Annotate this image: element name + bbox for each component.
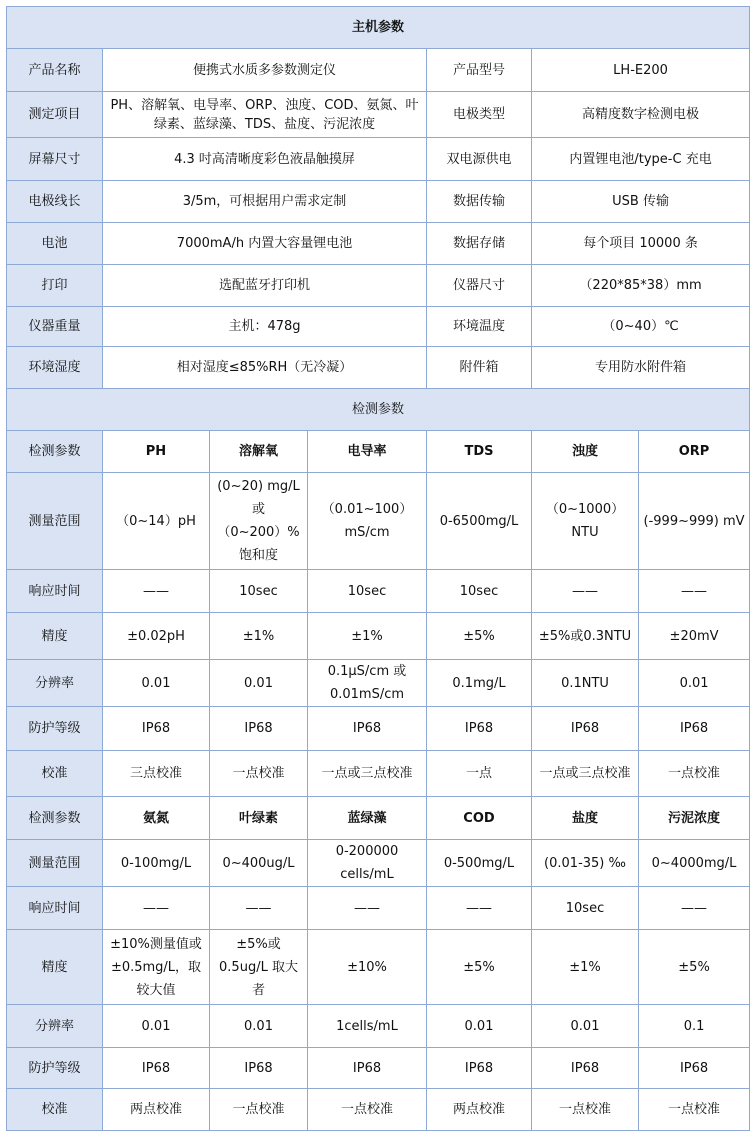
- param-value: 一点校准: [308, 1089, 427, 1131]
- param-value: 两点校准: [427, 1089, 532, 1131]
- param-value: ——: [308, 887, 427, 930]
- host-value: 每个项目 10000 条: [532, 223, 750, 265]
- param-value: 0~400ug/L: [210, 840, 308, 887]
- calibration-row: [7, 751, 750, 797]
- param-value: IP68: [532, 707, 639, 751]
- detect-block: [7, 431, 750, 797]
- param-value: ±1%: [308, 613, 427, 660]
- param-value: ——: [210, 887, 308, 930]
- protection-row: [7, 1048, 750, 1089]
- param-value: 一点校准: [639, 751, 750, 797]
- param-value: ——: [639, 887, 750, 930]
- host-value: 高精度数字检测电极: [532, 92, 750, 138]
- param-value: 0-100mg/L: [103, 840, 210, 887]
- host-row: [7, 307, 750, 347]
- host-label: 附件箱: [427, 347, 532, 389]
- param-value: IP68: [210, 1048, 308, 1089]
- param-value: ±1%: [210, 613, 308, 660]
- param-value: IP68: [308, 707, 427, 751]
- host-label: 仪器重量: [7, 307, 103, 347]
- param-value: ±0.02pH: [103, 613, 210, 660]
- response-time-row: [7, 570, 750, 613]
- row-label: 测量范围: [7, 473, 103, 570]
- host-row: [7, 223, 750, 265]
- row-label: 检测参数: [7, 431, 103, 473]
- param-value: 10sec: [427, 570, 532, 613]
- param-value: 0.01: [532, 1005, 639, 1048]
- param-value: 1cells/mL: [308, 1005, 427, 1048]
- host-label: 屏幕尺寸: [7, 138, 103, 181]
- param-value: IP68: [103, 707, 210, 751]
- param-value: ±20mV: [639, 613, 750, 660]
- row-label: 校准: [7, 1089, 103, 1131]
- row-label: 测量范围: [7, 840, 103, 887]
- host-label: 电极类型: [427, 92, 532, 138]
- param-value: 0-500mg/L: [427, 840, 532, 887]
- param-name-row: [7, 797, 750, 840]
- param-value: (-999~999) mV: [639, 473, 750, 570]
- param-value: 0.01: [210, 1005, 308, 1048]
- spec-table: [6, 6, 750, 1131]
- host-label: 环境湿度: [7, 347, 103, 389]
- host-value: 4.3 吋高清晰度彩色液晶触摸屏: [103, 138, 427, 181]
- host-value: 主机：478g: [103, 307, 427, 347]
- row-label: 响应时间: [7, 887, 103, 930]
- param-value: IP68: [308, 1048, 427, 1089]
- param-value: 0.1NTU: [532, 660, 639, 707]
- host-label: 打印: [7, 265, 103, 307]
- host-value: （220*85*38）mm: [532, 265, 750, 307]
- host-value: LH-E200: [532, 49, 750, 92]
- param-value: （0.01~100）mS/cm: [308, 473, 427, 570]
- host-label: 产品名称: [7, 49, 103, 92]
- host-row: [7, 347, 750, 389]
- param-value: (0~20) mg/L 或（0~200）%饱和度: [210, 473, 308, 570]
- host-label: 双电源供电: [427, 138, 532, 181]
- param-value: 一点校准: [210, 751, 308, 797]
- param-value: 一点校准: [532, 1089, 639, 1131]
- param-value: 0-200000 cells/mL: [308, 840, 427, 887]
- param-value: 三点校准: [103, 751, 210, 797]
- param-value: 一点或三点校准: [532, 751, 639, 797]
- param-value: (0.01-35) ‰: [532, 840, 639, 887]
- host-value: USB 传输: [532, 181, 750, 223]
- param-value: ±1%: [532, 930, 639, 1005]
- param-value: ±5%或0.3NTU: [532, 613, 639, 660]
- param-name: PH: [103, 431, 210, 473]
- param-value: IP68: [639, 1048, 750, 1089]
- param-value: IP68: [427, 1048, 532, 1089]
- measure-range-row: [7, 473, 750, 570]
- param-value: 0.01: [639, 660, 750, 707]
- accuracy-row: [7, 930, 750, 1005]
- param-value: ±5%: [427, 613, 532, 660]
- param-name: TDS: [427, 431, 532, 473]
- row-label: 防护等级: [7, 707, 103, 751]
- param-value: 0.01: [210, 660, 308, 707]
- param-value: 一点校准: [639, 1089, 750, 1131]
- param-value: ±5%或0.5ug/L 取大者: [210, 930, 308, 1005]
- param-value: 10sec: [308, 570, 427, 613]
- param-name: 溶解氧: [210, 431, 308, 473]
- row-label: 精度: [7, 930, 103, 1005]
- protection-row: [7, 707, 750, 751]
- host-value: 便携式水质多参数测定仪: [103, 49, 427, 92]
- param-value: ——: [103, 887, 210, 930]
- row-label: 分辨率: [7, 1005, 103, 1048]
- param-name: 叶绿素: [210, 797, 308, 840]
- host-value: （0~40）℃: [532, 307, 750, 347]
- param-name: 氨氮: [103, 797, 210, 840]
- param-value: 10sec: [532, 887, 639, 930]
- host-row: [7, 49, 750, 92]
- response-time-row: [7, 887, 750, 930]
- param-name: 电导率: [308, 431, 427, 473]
- param-value: IP68: [639, 707, 750, 751]
- host-value: 选配蓝牙打印机: [103, 265, 427, 307]
- param-value: 一点校准: [210, 1089, 308, 1131]
- param-value: 一点或三点校准: [308, 751, 427, 797]
- param-name: COD: [427, 797, 532, 840]
- host-row: [7, 265, 750, 307]
- param-value: ——: [532, 570, 639, 613]
- param-value: 两点校准: [103, 1089, 210, 1131]
- host-label: 数据存储: [427, 223, 532, 265]
- param-value: ±5%: [639, 930, 750, 1005]
- param-value: ±5%: [427, 930, 532, 1005]
- host-label: 测定项目: [7, 92, 103, 138]
- row-label: 防护等级: [7, 1048, 103, 1089]
- calibration-row: [7, 1089, 750, 1131]
- host-label: 产品型号: [427, 49, 532, 92]
- param-value: ±10%: [308, 930, 427, 1005]
- param-value: ——: [427, 887, 532, 930]
- param-value: IP68: [103, 1048, 210, 1089]
- host-value: PH、溶解氧、电导率、ORP、浊度、COD、氨氮、叶绿素、蓝绿藻、TDS、盐度、污泥浓度: [103, 92, 427, 138]
- param-value: 0.01: [103, 1005, 210, 1048]
- host-value: 7000mA/h 内置大容量锂电池: [103, 223, 427, 265]
- param-value: 0~4000mg/L: [639, 840, 750, 887]
- host-row: [7, 92, 750, 138]
- resolution-row: [7, 660, 750, 707]
- param-value: IP68: [210, 707, 308, 751]
- row-label: 精度: [7, 613, 103, 660]
- host-value: 3/5m，可根据用户需求定制: [103, 181, 427, 223]
- param-name: 盐度: [532, 797, 639, 840]
- param-value: 0.01: [427, 1005, 532, 1048]
- param-value: ——: [639, 570, 750, 613]
- param-name-row: [7, 431, 750, 473]
- host-label: 环境温度: [427, 307, 532, 347]
- row-label: 检测参数: [7, 797, 103, 840]
- host-value: 专用防水附件箱: [532, 347, 750, 389]
- param-name: 污泥浓度: [639, 797, 750, 840]
- param-value: 10sec: [210, 570, 308, 613]
- param-value: 0.1mg/L: [427, 660, 532, 707]
- row-label: 分辨率: [7, 660, 103, 707]
- param-name: ORP: [639, 431, 750, 473]
- param-name: 蓝绿藻: [308, 797, 427, 840]
- param-value: 0.1: [639, 1005, 750, 1048]
- param-value: （0~14）pH: [103, 473, 210, 570]
- param-value: 0.01: [103, 660, 210, 707]
- measure-range-row: [7, 840, 750, 887]
- row-label: 响应时间: [7, 570, 103, 613]
- param-value: （0~1000）NTU: [532, 473, 639, 570]
- param-value: ——: [103, 570, 210, 613]
- resolution-row: [7, 1005, 750, 1048]
- host-value: 相对湿度≤85%RH（无冷凝）: [103, 347, 427, 389]
- param-value: IP68: [427, 707, 532, 751]
- detect-params-header: 检测参数: [7, 389, 750, 431]
- param-value: IP68: [532, 1048, 639, 1089]
- host-row: [7, 181, 750, 223]
- host-label: 仪器尺寸: [427, 265, 532, 307]
- param-value: 一点: [427, 751, 532, 797]
- accuracy-row: [7, 613, 750, 660]
- detect-block: [7, 797, 750, 1131]
- host-value: 内置锂电池/type-C 充电: [532, 138, 750, 181]
- param-value: 0-6500mg/L: [427, 473, 532, 570]
- host-params-header: 主机参数: [7, 7, 750, 49]
- row-label: 校准: [7, 751, 103, 797]
- host-label: 电极线长: [7, 181, 103, 223]
- host-label: 电池: [7, 223, 103, 265]
- host-label: 数据传输: [427, 181, 532, 223]
- host-row: [7, 138, 750, 181]
- param-value: ±10%测量值或±0.5mg/L，取较大值: [103, 930, 210, 1005]
- param-name: 浊度: [532, 431, 639, 473]
- param-value: 0.1μS/cm 或0.01mS/cm: [308, 660, 427, 707]
